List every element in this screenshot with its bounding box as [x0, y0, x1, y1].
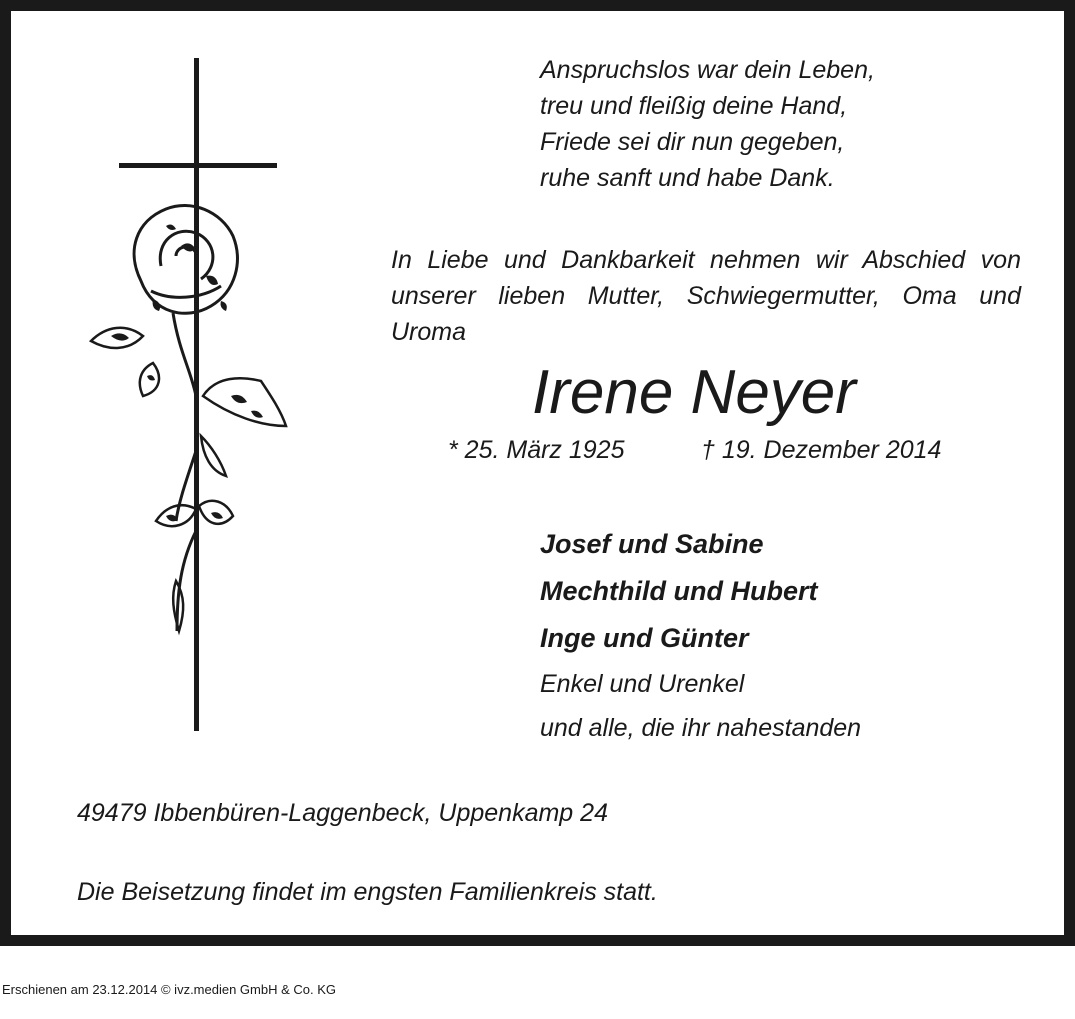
mourner-name: Mechthild und Hubert: [540, 576, 818, 606]
poem-line: ruhe sanft und habe Dank.: [540, 164, 835, 192]
deceased-name: Irene Neyer: [532, 358, 856, 427]
mourners-list: [540, 521, 861, 750]
publication-footer: Erschienen am 23.12.2014 © ivz.medien GmbH & Co. KG: [2, 982, 337, 997]
poem-verse: [540, 52, 875, 196]
mourner-group: und alle, die ihr nahestanden: [540, 714, 862, 742]
burial-note: Die Beisetzung findet im engsten Familienkreis statt.: [77, 878, 658, 906]
poem-line: Friede sei dir nun gegeben,: [540, 128, 845, 156]
mourner-name: Inge und Günter: [540, 623, 749, 653]
poem-line: Anspruchslos war dein Leben,: [540, 56, 875, 84]
family-address: 49479 Ibbenbüren-Laggenbeck, Uppenkamp 24: [77, 799, 608, 827]
farewell-line: unserer lieben Mutter, Schwiegermutter, Oma und: [391, 282, 1021, 310]
mourner-name: Josef und Sabine: [540, 529, 764, 559]
farewell-text: [391, 242, 1021, 350]
poem-line: treu und fleißig deine Hand,: [540, 92, 848, 120]
death-date: † 19. Dezember 2014: [701, 436, 942, 464]
farewell-line: In Liebe und Dankbarkeit nehmen wir Abschied von: [391, 246, 1021, 274]
mourner-group: Enkel und Urenkel: [540, 670, 745, 698]
cross-with-rose-icon: [81, 51, 301, 741]
birth-date: * 25. März 1925: [448, 436, 625, 464]
farewell-line: Uroma: [391, 318, 467, 346]
